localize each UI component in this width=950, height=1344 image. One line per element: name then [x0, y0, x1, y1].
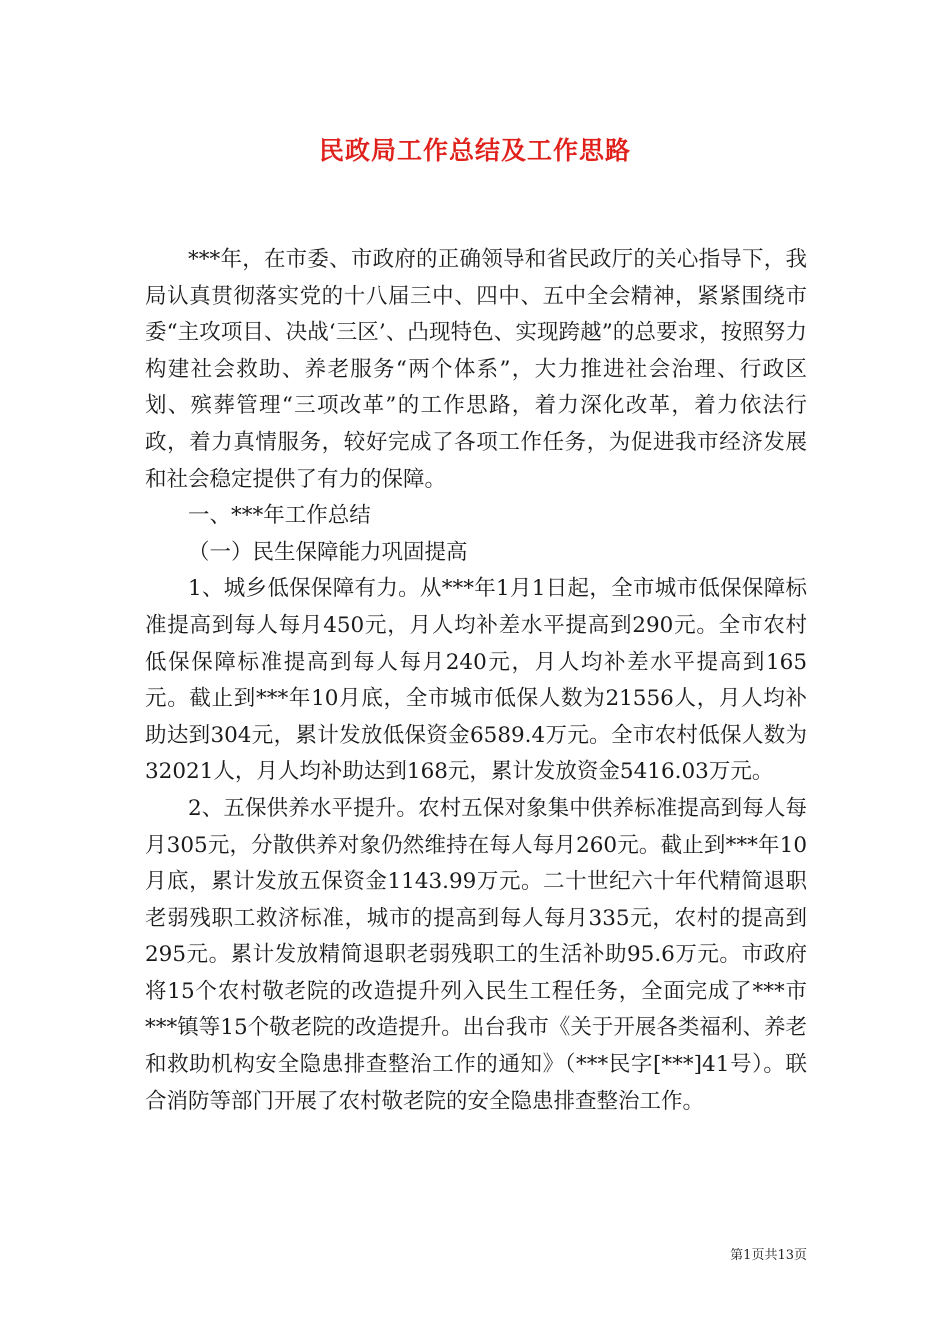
subsection-heading: （一）民生保障能力巩固提高 — [188, 539, 468, 565]
document-title: 民政局工作总结及工作思路 — [318, 136, 631, 165]
page-number: 第1页共13页 — [730, 1248, 807, 1263]
section-heading: 一、***年工作总结 — [188, 503, 371, 529]
intro-paragraph: ***年，在市委、市政府的正确领导和省民政厅的关心指导下，我局认真贯彻落实党的十八届三中、四中、五中全会精神，紧紧围绕市委“主攻项目、决战‘三区’、凸现特色、实现跨越”的总要求，按照努力构建社会救助、养老服务“两个体系”，大力推进社会治理、行政区划、殡葬管理“三项改革”的工作思路，着力深化改革，着力依法行政，着力真情服务，较好完成了各项工作任务，为促进我市经济发展和社会稳定提供了有力的保障。 — [145, 247, 807, 492]
paragraph-subsistence-allowance: 1、城乡低保保障有力。从***年1月1日起，全市城市低保保障标准提高到每人每月450元，月人均补差水平提高到290元。全市农村低保保障标准提高到每人每月240元，月人均补差水平提高到165元。截止到***年10月底，全市城市低保人数为21556人，月人均补助达到304元，累计发放低保资金6589.4万元。全市农村低保人数为32021人，月人均补助达到168元，累计发放资金5416.03万元。 — [145, 576, 807, 785]
paragraph-five-guarantees: 2、五保供养水平提升。农村五保对象集中供养标准提高到每人每月305元，分散供养对象仍然维持在每人每月260元。截止到***年10月底，累计发放五保资金1143.99万元。二十世纪六十年代精简退职老弱残职工救济标准，城市的提高到每人每月335元，农村的提高到295元。累计发放精简退职老弱残职工的生活补助95.6万元。市政府将15个农村敬老院的改造提升列入民生工程任务，全面完成了***市***镇等15个敬老院的改造提升。出台我市《关于开展各类福利、养老和救助机构安全隐患排查整治工作的通知》（***民字[***]41号）。联合消防等部门开展了农村敬老院的安全隐患排查整治工作。 — [145, 795, 807, 1114]
document-body — [145, 242, 807, 1120]
